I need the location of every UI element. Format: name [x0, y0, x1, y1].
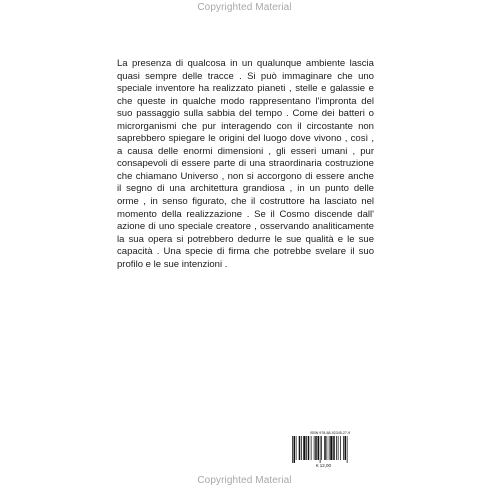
- back-cover-blurb: La presenza di qualcosa in un qualunque ambiente lascia quasi sempre delle tracce . Si può immaginare che uno speciale inventore ha realizzato pianeti , stelle e galassie e che queste in qualche modo rappresentano l'impronta del suo passaggio sulla sabbia del tempo . Come dei batteri o microrganismi che pur interagendo con il circostante non saprebbero spiegare le origini del luogo dove vivono , così , a causa delle enormi dimensioni , gli esseri umani , pur consapevoli di essere parte di una straordinaria costruzione che chiamano Universo , non si accorgono di essere anche il segno di una architettura grandiosa , in un punto delle orme , in senso figurato, che il costruttore ha lasciato nel momento della realizzazione . Se il Cosmo discende dall' azione di uno speciale creatore , osservando analiticamente la sua opera si potrebbero dedurre le sue qualità e le sue capacità . Una specie di firma che potrebbe svelare il suo profilo e le sue intenzioni .: [117, 58, 374, 270]
- barcode-icon: [292, 436, 368, 463]
- isbn-label: ISBN 978-88-92345-27-9: [309, 431, 351, 435]
- price-label: € 12,00: [316, 463, 332, 468]
- isbn-barcode-block: [286, 431, 374, 473]
- copyright-watermark-bottom: Copyrighted Material: [197, 475, 292, 486]
- copyright-watermark-top: Copyrighted Material: [197, 2, 292, 13]
